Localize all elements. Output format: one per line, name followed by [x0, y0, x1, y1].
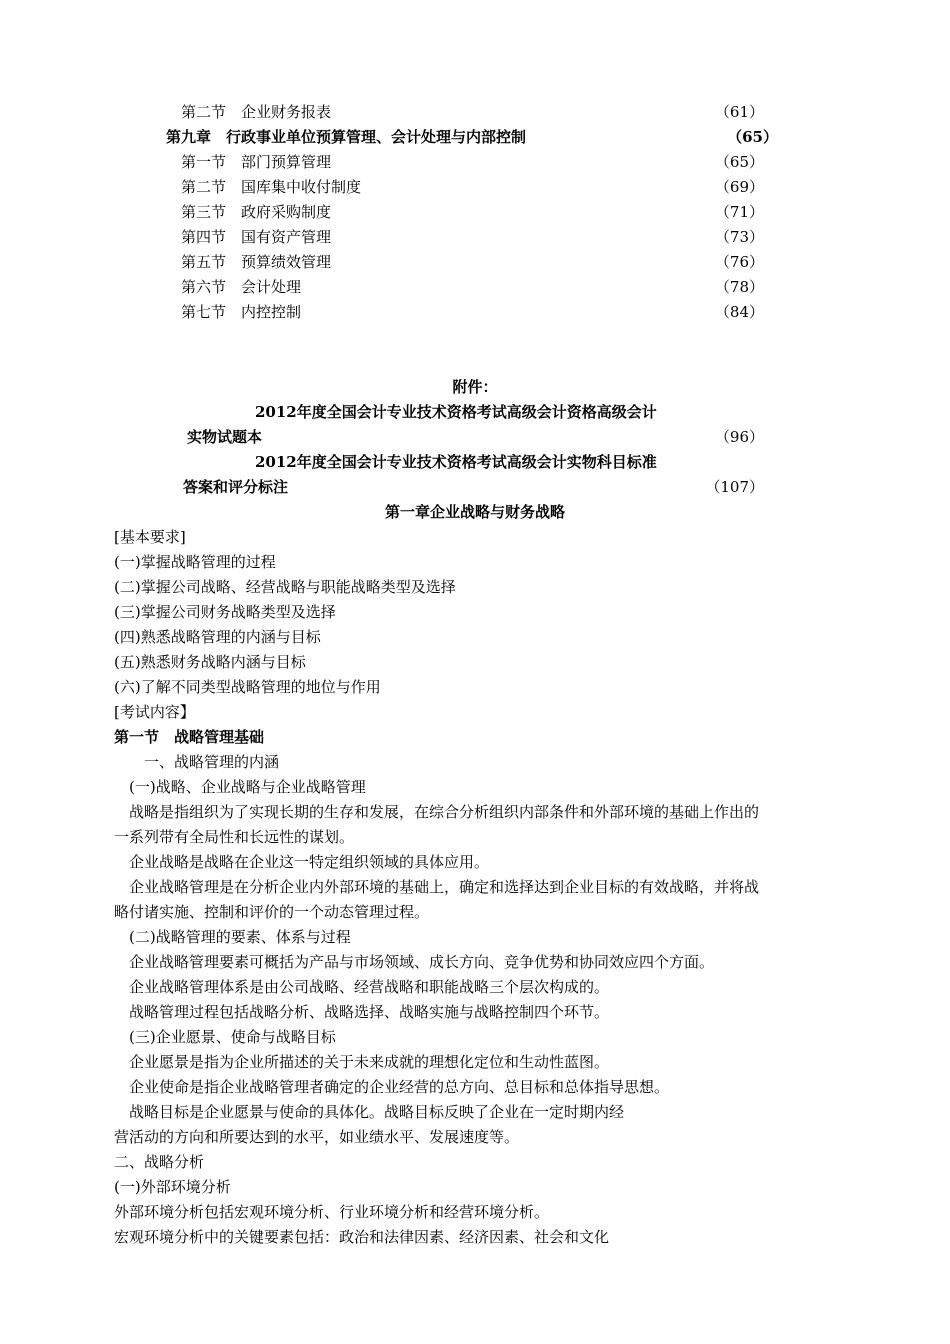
subsection-heading: (二)战略管理的要素、体系与过程: [114, 928, 351, 946]
paragraph-line: 企业战略管理要素可概括为产品与市场领域、成长方向、竞争优势和协同效应四个方面。: [114, 953, 715, 971]
paragraph-line: 企业战略管理是在分析企业内外部环境的基础上，确定和选择达到企业目标的有效战略，并将战: [114, 878, 760, 896]
section-label: [考试内容】: [114, 703, 195, 721]
paragraph-line: 企业战略管理体系是由公司战略、经营战略和职能战略三个层次构成的。: [114, 978, 610, 996]
toc-item: 第二节 国库集中收付制度: [181, 178, 362, 196]
toc-page-number: （65）: [727, 128, 778, 146]
chapter-title: 第一章企业战略与财务战略: [384, 503, 565, 521]
toc-item: 第一节 部门预算管理: [181, 153, 332, 171]
subsection-heading: (一)战略、企业战略与企业战略管理: [114, 778, 366, 796]
appendix-item-line: 答案和评分标注: [183, 478, 289, 496]
paragraph-line: 营活动的方向和所要达到的水平，如业绩水平、发展速度等。: [114, 1128, 520, 1146]
toc-page-number: （61）: [714, 103, 764, 121]
body-line: (一)掌握战略管理的过程: [114, 553, 276, 571]
subsection-heading: 一、战略管理的内涵: [114, 753, 280, 771]
appendix-heading: 附件：: [452, 378, 498, 396]
toc-page-number: （96）: [714, 428, 764, 446]
subsection-heading: (三)企业愿景、使命与战略目标: [114, 1028, 336, 1046]
toc-page-number: （84）: [714, 303, 764, 321]
body-line: (三)掌握公司财务战略类型及选择: [114, 603, 336, 621]
paragraph-line: 战略目标是企业愿景与使命的具体化。战略目标反映了企业在一定时期内经: [114, 1103, 625, 1121]
body-line: (二)掌握公司战略、经营战略与职能战略类型及选择: [114, 578, 456, 596]
toc-item: 第四节 国有资产管理: [181, 228, 332, 246]
body-line: (五)熟悉财务战略内涵与目标: [114, 653, 306, 671]
toc-item: 第二节 企业财务报表: [181, 103, 332, 121]
toc-item: 第五节 预算绩效管理: [181, 253, 332, 271]
paragraph-line: 企业使命是指企业战略管理者确定的企业经营的总方向、总目标和总体指导思想。: [114, 1078, 670, 1096]
toc-page-number: （65）: [714, 153, 764, 171]
paragraph-line: 战略是指组织为了实现长期的生存和发展，在综合分析组织内部条件和外部环境的基础上作出的: [114, 803, 760, 821]
toc-page-number: （69）: [714, 178, 764, 196]
toc-page-number: （71）: [714, 203, 764, 221]
body-line: (四)熟悉战略管理的内涵与目标: [114, 628, 321, 646]
section-heading: 第一节 战略管理基础: [114, 728, 265, 746]
toc-item: 第三节 政府采购制度: [181, 203, 332, 221]
section-label: [基本要求]: [114, 528, 186, 546]
paragraph-line: 战略管理过程包括战略分析、战略选择、战略实施与战略控制四个环节。: [114, 1003, 610, 1021]
paragraph-line: 略付诸实施、控制和评价的一个动态管理过程。: [114, 903, 430, 921]
paragraph-line: 一系列带有全局性和长远性的谋划。: [114, 828, 355, 846]
toc-page-number: （78）: [714, 278, 764, 296]
toc-page-number: （73）: [714, 228, 764, 246]
toc-item: 第七节 内控控制: [181, 303, 302, 321]
paragraph-line: 宏观环境分析中的关键要素包括：政治和法律因素、经济因素、社会和文化: [114, 1228, 610, 1246]
body-line: (六)了解不同类型战略管理的地位与作用: [114, 678, 381, 696]
paragraph-line: 外部环境分析包括宏观环境分析、行业环境分析和经营环境分析。: [114, 1203, 550, 1221]
toc-page-number: （107）: [705, 478, 764, 496]
appendix-item-line: 2012年度全国会计专业技术资格考试高级会计实物科目标准: [255, 453, 657, 471]
subsection-heading: (一)外部环境分析: [114, 1178, 231, 1196]
paragraph-line: 企业愿景是指为企业所描述的关于未来成就的理想化定位和生动性蓝图。: [114, 1053, 610, 1071]
appendix-item-line: 实物试题本: [187, 428, 263, 446]
toc-item: 第六节 会计处理: [181, 278, 302, 296]
subsection-heading: 二、战略分析: [114, 1153, 205, 1171]
appendix-item-line: 2012年度全国会计专业技术资格考试高级会计资格高级会计: [255, 403, 657, 421]
toc-chapter: 第九章 行政事业单位预算管理、会计处理与内部控制: [166, 128, 527, 146]
paragraph-line: 企业战略是战略在企业这一特定组织领域的具体应用。: [114, 853, 490, 871]
toc-page-number: （76）: [714, 253, 764, 271]
